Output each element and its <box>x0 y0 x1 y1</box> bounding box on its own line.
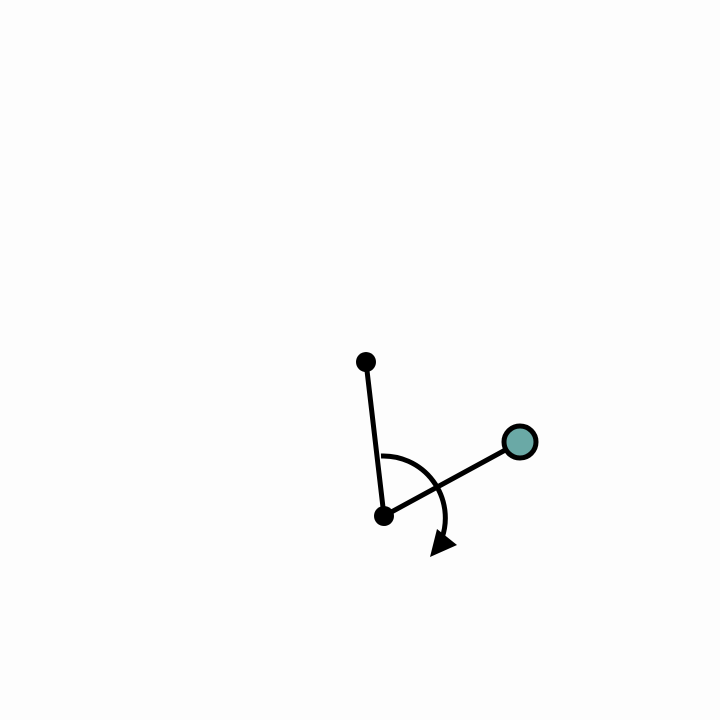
rotation-arc <box>381 456 445 538</box>
fixed-arm-line <box>366 362 384 516</box>
rotating-arm-line <box>384 442 520 516</box>
arm-end-dot-icon <box>356 352 376 372</box>
pivot-dot-icon <box>374 506 394 526</box>
drag-handle-icon[interactable] <box>504 426 536 458</box>
